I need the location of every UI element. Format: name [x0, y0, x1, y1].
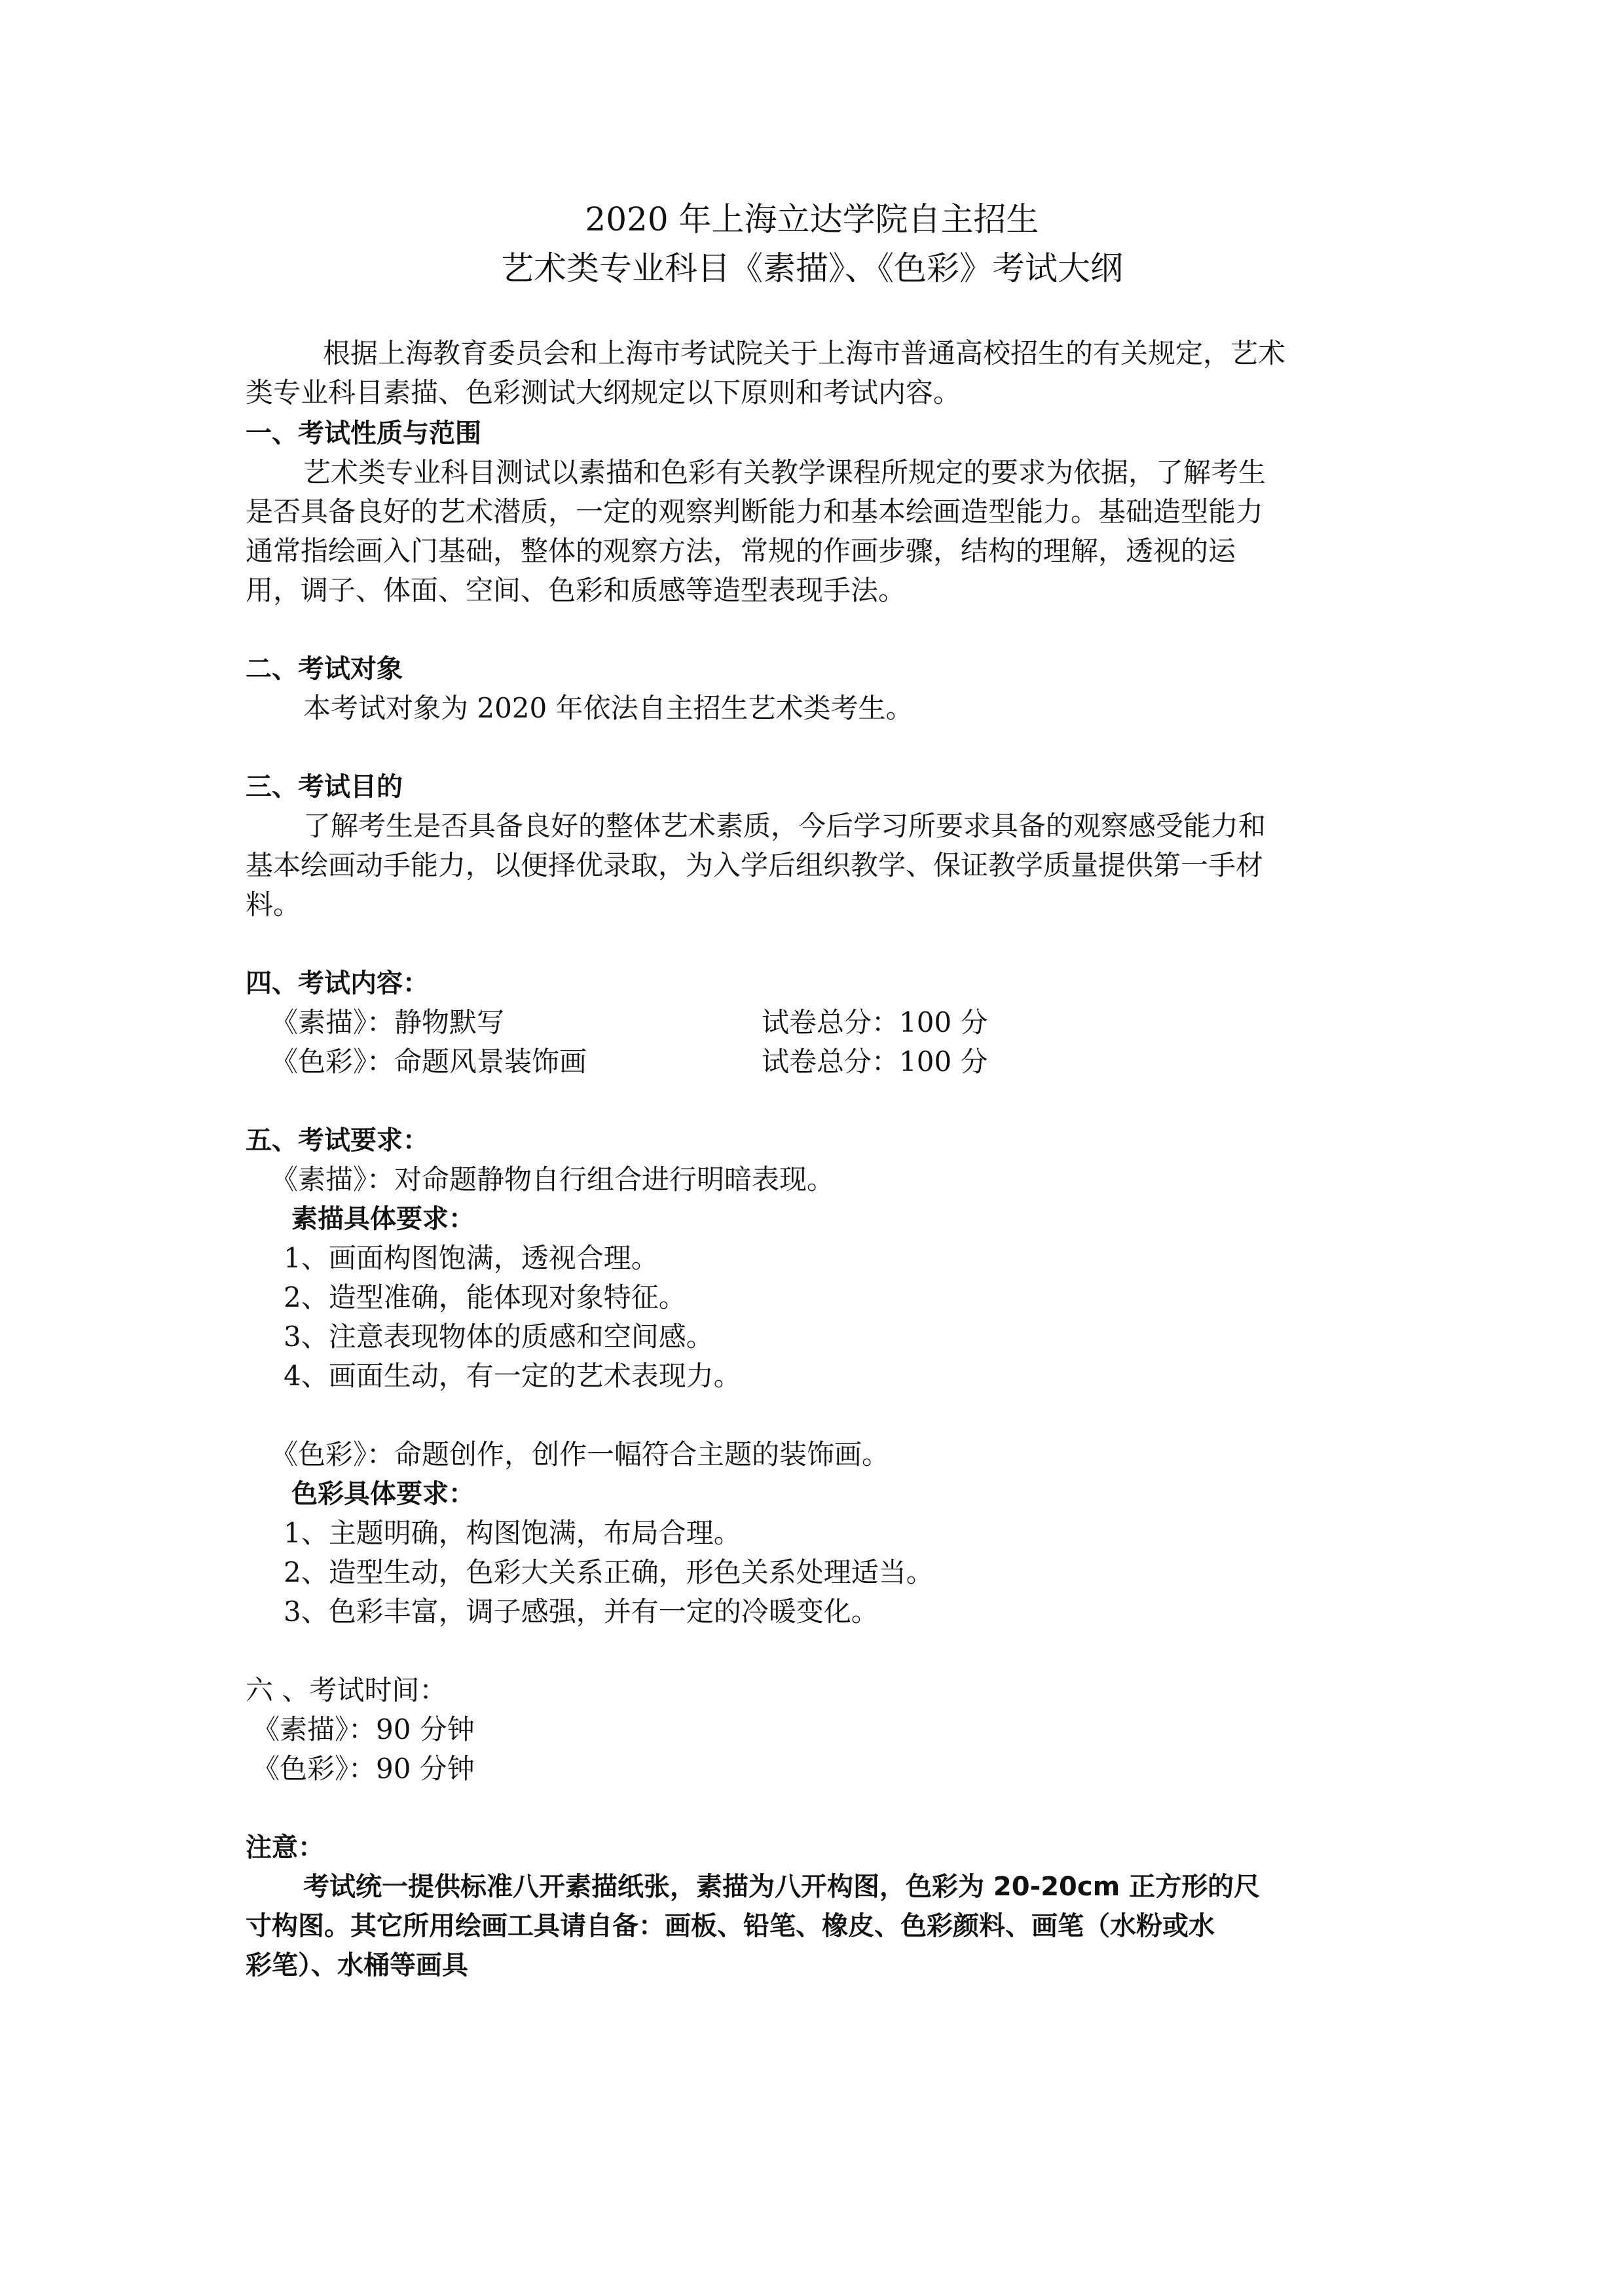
intro-line-2: 类专业科目素描、色彩测试大纲规定以下原则和考试内容。: [246, 376, 961, 409]
sketch-requirement-intro: 《素描》：对命题静物自行组合进行明暗表现。: [270, 1163, 835, 1195]
color-requirement-intro: 《色彩》：命题创作，创作一幅符合主题的装饰画。: [270, 1438, 890, 1470]
section-1-line-3: 通常指绘画入门基础，整体的观察方法，常规的作画步骤，结构的理解，透视的运: [246, 535, 1236, 567]
notice-line-2: 寸构图。其它所用绘画工具请自备：画板、铅笔、橡皮、色彩颜料、画笔（水粉或水: [246, 1911, 1215, 1941]
section-1-line-1: 艺术类专业科目测试以素描和色彩有关教学课程所规定的要求为依据，了解考生: [303, 456, 1266, 488]
intro-line-1: 根据上海教育委员会和上海市考试院关于上海市普通高校招生的有关规定，艺术: [323, 337, 1286, 369]
color-requirement-item: 2、造型生动，色彩大关系正确，形色关系处理适当。: [284, 1556, 934, 1588]
section-4-heading: 四、考试内容：: [246, 968, 429, 998]
section-5-heading: 五、考试要求：: [246, 1125, 429, 1156]
sketch-requirement-item: 2、造型准确，能体现对象特征。: [284, 1281, 686, 1313]
section-3-line-2: 基本绘画动手能力，以便择优录取，为入学后组织教学、保证教学质量提供第一手材: [246, 849, 1264, 881]
sketch-requirement-item: 1、画面构图饱满，透视合理。: [284, 1242, 659, 1274]
content-item-score: 试卷总分：100 分: [762, 1006, 988, 1038]
section-2-heading: 二、考试对象: [246, 654, 403, 684]
document-title-line1: 2020 年上海立达学院自主招生: [585, 200, 1039, 238]
document-title-line2: 艺术类专业科目《素描》、《色彩》考试大纲: [501, 249, 1123, 287]
color-requirement-item: 1、主题明确，构图饱满，布局合理。: [284, 1517, 741, 1549]
sketch-requirement-item: 4、画面生动，有一定的艺术表现力。: [284, 1360, 741, 1392]
section-3-line-1: 了解考生是否具备良好的整体艺术素质，今后学习所要求具备的观察感受能力和: [303, 810, 1266, 842]
exam-time-item: 《素描》：90 分钟: [252, 1713, 475, 1745]
section-1-heading: 一、考试性质与范围: [246, 418, 481, 448]
content-item-score: 试卷总分：100 分: [762, 1046, 988, 1078]
content-item-subject: 《素描》：静物默写: [270, 1006, 505, 1038]
sketch-requirement-item: 3、注意表现物体的质感和空间感。: [284, 1321, 714, 1353]
notice-line-3: 彩笔）、水桶等画具: [246, 1950, 468, 1980]
section-1-line-4: 用，调子、体面、空间、色彩和质感等造型表现手法。: [246, 574, 906, 606]
section-1-line-2: 是否具备良好的艺术潜质，一定的观察判断能力和基本绘画造型能力。基础造型能力: [246, 496, 1264, 528]
sketch-requirements-subheading: 素描具体要求：: [291, 1204, 475, 1234]
section-3-line-3: 料。: [246, 888, 301, 920]
notice-line-1: 考试统一提供标准八开素描纸张，素描为八开构图，色彩为 20-20cm 正方形的尺: [303, 1872, 1261, 1902]
color-requirement-item: 3、色彩丰富，调子感强，并有一定的冷暖变化。: [284, 1595, 879, 1628]
exam-time-item: 《色彩》：90 分钟: [252, 1753, 475, 1785]
section-3-heading: 三、考试目的: [246, 772, 403, 802]
content-item-subject: 《色彩》：命题风景装饰画: [270, 1046, 587, 1078]
color-requirements-subheading: 色彩具体要求：: [291, 1479, 475, 1509]
section-6-heading: 六 、考试时间：: [246, 1674, 447, 1706]
section-2-text: 本考试对象为 2020 年依法自主招生艺术类考生。: [303, 692, 913, 724]
notice-heading: 注意：: [246, 1832, 324, 1863]
